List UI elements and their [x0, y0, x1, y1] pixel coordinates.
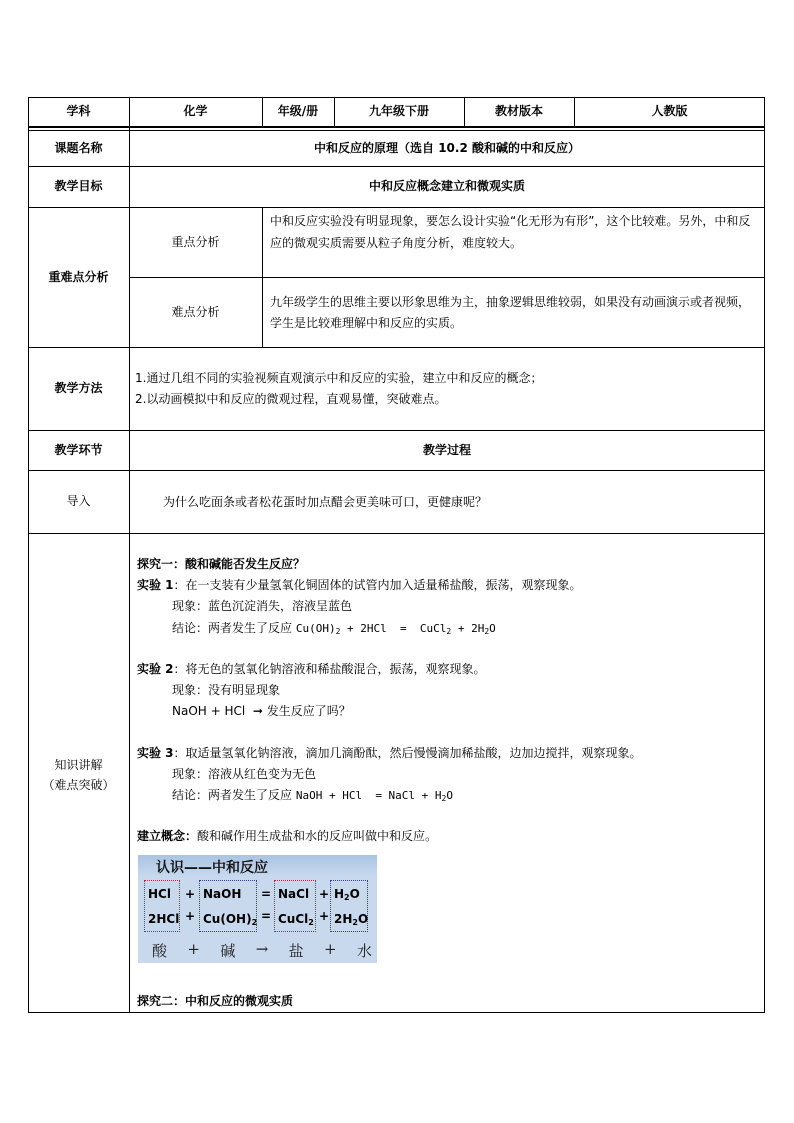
explore-2-heading: 探究二：中和反应的微观实质	[137, 994, 294, 1008]
col-divider	[262, 207, 263, 347]
salt-box: NaCl CuCl$_2$	[274, 880, 316, 932]
row-divider	[28, 470, 765, 471]
experiment-1	[137, 577, 582, 594]
edition-label: 教材版本	[494, 104, 543, 118]
process-label: 教学过程	[422, 442, 471, 457]
concept-definition	[137, 828, 437, 845]
edition-value: 人教版	[651, 104, 688, 118]
row-divider	[28, 126, 765, 128]
experiment-2-text: ：将无色的氢氧化钠溶液和稀盐酸混合，振荡，观察现象。	[173, 662, 486, 676]
experiment-2-label: 实验 2	[137, 662, 174, 676]
lesson-title-label: 课题名称	[54, 140, 103, 155]
row-divider	[28, 347, 765, 348]
concept-image-title: 认识——中和反应	[156, 860, 268, 876]
difficult-point-text: 九年级学生的思维主要以形象思维为主，抽象逻辑思维较弱，如果没有动画演示或者视频，学生是比较难理解中和反应的实质。	[270, 295, 751, 330]
water-box: $H_2O$ $2H_2O$	[330, 880, 368, 932]
goal-label: 教学目标	[54, 179, 103, 193]
equals-sign: =	[261, 887, 272, 901]
plus-sign: +	[185, 887, 196, 901]
experiment-3-phenomenon: 现象：溶液从红色变为无色	[172, 767, 317, 781]
goal-value: 中和反应概念建立和微观实质	[368, 179, 525, 193]
experiment-3-conclusion	[172, 787, 453, 804]
experiment-3-equation: NaOH + HCl = NaCl + $H_2O$	[295, 789, 453, 803]
method-label: 教学方法	[54, 381, 103, 395]
experiment-3-text: ：取适量氢氧化钠溶液，滴加几滴酚酞，然后慢慢滴加稀盐酸，边加边搅拌，观察现象。	[173, 746, 642, 760]
explore-1-heading: 探究一：酸和碱能否发生反应？	[137, 557, 306, 571]
subject-value: 化学	[183, 104, 208, 118]
experiment-3	[137, 745, 642, 762]
experiment-3-label: 实验 3	[137, 746, 174, 760]
key-point-text: 中和反应实验没有明显现象，要怎么设计实验“化无形为有形”，这个比较难。另外，中和反应的微观实质需要从粒子角度分析，难度较大。	[270, 214, 751, 250]
experiment-1-conclusion	[172, 620, 496, 637]
knowledge-label-line1: 知识讲解	[54, 758, 103, 772]
knowledge-label	[28, 755, 129, 795]
concept-label: 建立概念：	[137, 829, 198, 843]
experiment-2	[137, 661, 486, 678]
concept-text: 酸和碱作用生成盐和水的反应叫做中和反应。	[197, 829, 438, 843]
plus-sign: +	[319, 909, 330, 923]
grade-value: 九年级下册	[368, 104, 429, 118]
intro-text: 为什么吃面条或者松花蛋时加点醋会更美味可口，更健康呢？	[163, 495, 488, 509]
intro-label: 导入	[66, 494, 91, 508]
analysis-label: 重难点分析	[48, 269, 109, 284]
subject-label: 学科	[66, 104, 91, 118]
experiment-1-conclusion-prefix: 结论：两者发生了反应	[172, 621, 293, 635]
base-box: NaOH $Cu(OH)_2$	[199, 880, 257, 932]
equals-sign: =	[261, 909, 272, 923]
experiment-2-question: NaOH + HCl ➞ 发生反应了吗？	[172, 704, 351, 718]
knowledge-label-line2: （难点突破）	[42, 778, 115, 792]
experiment-1-phenomenon: 现象：蓝色沉淀消失，溶液呈蓝色	[172, 599, 353, 613]
method-item-1: 1.通过几组不同的实验视频直观演示中和反应的实验，建立中和反应的概念；	[135, 371, 543, 385]
plus-sign: +	[185, 909, 196, 923]
method-item-2: 2.以动画模拟中和反应的微观过程，直观易懂，突破难点。	[135, 392, 447, 406]
experiment-1-text: ：在一支装有少量氢氧化铜固体的试管内加入适量稀盐酸，振荡，观察现象。	[173, 578, 582, 592]
stage-label: 教学环节	[54, 442, 103, 457]
key-point-label: 重点分析	[171, 234, 220, 249]
experiment-3-conclusion-prefix: 结论：两者发生了反应	[172, 788, 293, 802]
difficult-point-label: 难点分析	[171, 304, 220, 319]
grade-label: 年级/册	[277, 104, 319, 118]
concept-word-equation: 酸 + 碱 → 盐 + 水	[152, 940, 372, 960]
row-divider	[28, 533, 765, 534]
neutralization-concept-image	[138, 855, 377, 963]
experiment-1-equation: $Cu(OH)_2 + 2HCl$ = CuCl$_2$ + $2H_2O$	[295, 622, 496, 636]
plus-sign: +	[319, 887, 330, 901]
lesson-title-value: 中和反应的原理（选自 10.2 酸和碱的中和反应）	[314, 140, 580, 155]
experiment-1-label: 实验 1	[137, 578, 174, 592]
experiment-2-phenomenon: 现象：没有明显现象	[172, 683, 281, 697]
acid-box: HCl 2HCl	[144, 880, 180, 932]
